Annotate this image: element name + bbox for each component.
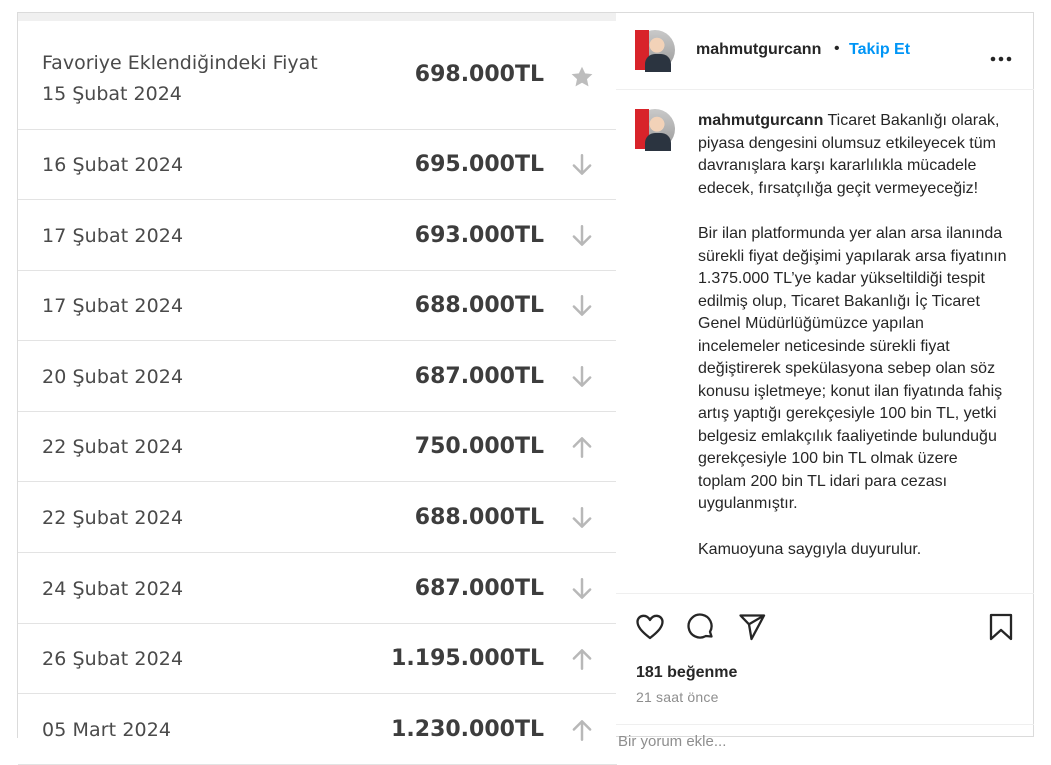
price-row bbox=[18, 554, 617, 624]
price-row bbox=[18, 271, 617, 341]
follow-button[interactable]: Takip Et bbox=[849, 41, 911, 58]
price-value: 698.000TL bbox=[414, 62, 544, 87]
like-heart-icon[interactable] bbox=[635, 612, 665, 642]
price-value: 750.000TL bbox=[414, 434, 544, 460]
share-paper-plane-icon[interactable] bbox=[737, 612, 767, 642]
arrow-up-icon bbox=[569, 646, 595, 672]
price-row bbox=[18, 624, 617, 694]
arrow-down-icon bbox=[569, 576, 595, 602]
post-timestamp[interactable]: 21 saat önce bbox=[636, 689, 719, 705]
price-value: 688.000TL bbox=[414, 293, 544, 319]
arrow-down-icon bbox=[569, 293, 595, 319]
post-actions bbox=[616, 593, 1034, 750]
caption-paragraph-1: Ticaret Bakanlığı olarak, piyasa dengesini olumsuz etkileyecek tüm davranışlara karşı kararlılıkla mücadele edecek, fırsatçılığa geçit vermeyeceğiz! bbox=[698, 112, 1000, 197]
comment-input-placeholder[interactable]: Bir yorum ekle... bbox=[618, 733, 727, 750]
comment-bubble-icon[interactable] bbox=[686, 612, 716, 642]
price-value: 688.000TL bbox=[414, 505, 544, 530]
price-value: 687.000TL bbox=[414, 575, 544, 601]
comment-input-bar[interactable] bbox=[616, 724, 1034, 750]
more-options-icon[interactable] bbox=[990, 49, 1012, 55]
price-history-top-strip bbox=[18, 13, 617, 21]
arrow-down-icon bbox=[569, 505, 595, 531]
price-history-image bbox=[17, 12, 617, 742]
arrow-down-icon bbox=[569, 364, 595, 390]
likes-count[interactable]: 181 beğenme bbox=[636, 664, 738, 681]
price-row bbox=[18, 695, 617, 765]
price-row bbox=[18, 483, 617, 553]
price-row-favorite bbox=[18, 21, 617, 130]
caption-area bbox=[616, 90, 1034, 593]
price-date: 26 Şubat 2024 bbox=[42, 648, 184, 671]
price-value: 1.230.000TL bbox=[391, 716, 544, 742]
price-row bbox=[18, 412, 617, 482]
arrow-up-icon bbox=[569, 717, 595, 743]
price-value: 687.000TL bbox=[414, 363, 544, 389]
save-bookmark-icon[interactable] bbox=[986, 612, 1016, 642]
price-date: 16 Şubat 2024 bbox=[42, 154, 184, 176]
separator-dot: • bbox=[834, 40, 840, 57]
avatar[interactable] bbox=[635, 30, 675, 70]
price-date: 22 Şubat 2024 bbox=[42, 507, 184, 529]
price-date: 17 Şubat 2024 bbox=[42, 295, 184, 318]
price-date: 22 Şubat 2024 bbox=[42, 436, 184, 459]
caption-paragraph-3: Kamuoyuna saygıyla duyurulur. bbox=[698, 540, 922, 558]
username-link[interactable]: mahmutgurcann bbox=[696, 41, 822, 58]
price-value: 693.000TL bbox=[414, 222, 544, 248]
price-row bbox=[18, 342, 617, 412]
arrow-up-icon bbox=[569, 434, 595, 460]
post-header bbox=[616, 13, 1034, 90]
price-date: 15 Şubat 2024 bbox=[42, 83, 182, 105]
price-value: 695.000TL bbox=[414, 152, 544, 177]
avatar[interactable] bbox=[635, 109, 675, 149]
arrow-down-icon bbox=[569, 223, 595, 249]
caption-text bbox=[698, 110, 1008, 584]
caption-username[interactable]: mahmutgurcann bbox=[698, 112, 824, 129]
arrow-down-icon bbox=[569, 152, 595, 178]
instagram-post-panel bbox=[616, 12, 1034, 750]
price-date: 05 Mart 2024 bbox=[42, 718, 172, 741]
caption-paragraph-2: Bir ilan platformunda yer alan arsa ilanında sürekli fiyat değişimi yapılarak arsa fiyatının 1.375.000 TL’ye kadar yükseltildiği tespit edilmiş olup, Ticaret Bakanlığı İç Ticaret Genel Müdürlüğümüzce yapılan incelemeler neticesinde sürekli fiyat değiştirerek spekülasyona sebep olan söz konusu işletmeye; konut ilan fiyatında fahiş artış yaptığı gerekçesiyle 100 bin TL, yetki belgesiz emlakçılık faaliyetinde bulunduğu gerekçesiyle 100 bin TL olmak üzere toplam 200 bin TL idari para cezası uygulanmıştır. bbox=[698, 225, 1007, 512]
favorite-label: Favoriye Eklendiğindeki Fiyat bbox=[42, 52, 318, 74]
price-date: 20 Şubat 2024 bbox=[42, 365, 184, 388]
price-date: 24 Şubat 2024 bbox=[42, 577, 184, 600]
price-date: 17 Şubat 2024 bbox=[42, 224, 184, 247]
price-row bbox=[18, 201, 617, 271]
price-value: 1.195.000TL bbox=[391, 646, 544, 672]
star-icon bbox=[569, 64, 595, 90]
price-row bbox=[18, 130, 617, 200]
